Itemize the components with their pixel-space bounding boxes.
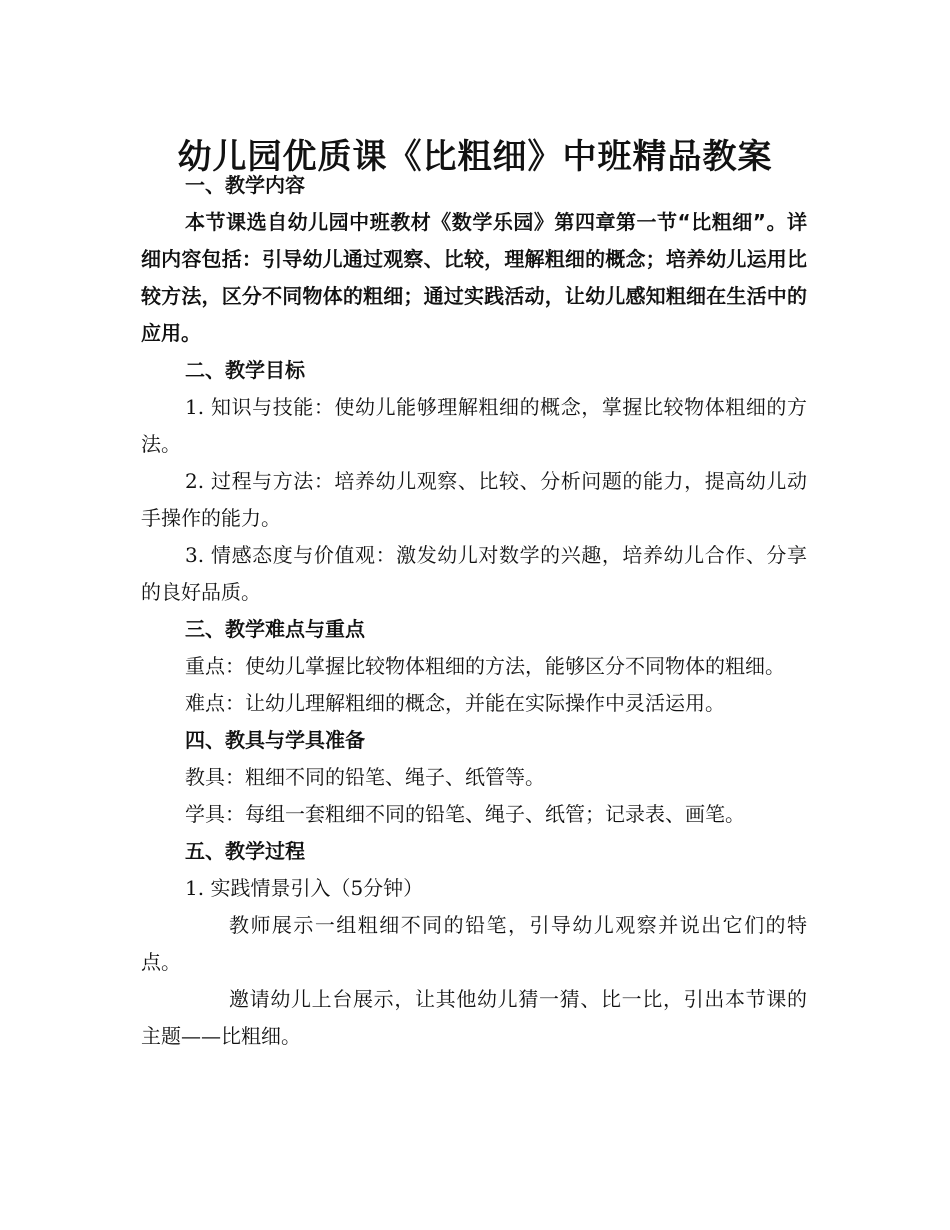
section-heading-content: 一、教学内容 <box>185 173 305 197</box>
process-step-heading: 1. 实践情景引入（5分钟） <box>185 876 424 900</box>
process-paragraph: 邀请幼儿上台展示，让其他幼儿猜一猜、比一比，引出本节课的主题——比粗细。 <box>141 987 807 1048</box>
content-paragraph: 本节课选自幼儿园中班教材《数学乐园》第四章第一节“比粗细”。详细内容包括：引导幼儿通过观察、比较，理解粗细的概念；培养幼儿运用比较方法，区分不同物体的粗细；通过实践活动，让幼儿感知粗细在生活中的应用。 <box>141 210 807 345</box>
objective-item-1: 1. 知识与技能：使幼儿能够理解粗细的概念，掌握比较物体粗细的方法。 <box>141 395 807 456</box>
section-heading-process: 五、教学过程 <box>185 839 305 863</box>
difficulty-paragraph: 难点：让幼儿理解粗细的概念，并能在实际操作中灵活运用。 <box>185 691 725 715</box>
document-title: 幼儿园优质课《比粗细》中班精品教案 <box>177 136 773 177</box>
process-paragraph: 教师展示一组粗细不同的铅笔，引导幼儿观察并说出它们的特点。 <box>141 913 807 974</box>
section-heading-objectives: 二、教学目标 <box>185 358 305 382</box>
learning-aids-paragraph: 学具：每组一套粗细不同的铅笔、绳子、纸管；记录表、画笔。 <box>185 802 745 826</box>
objective-item-3: 3. 情感态度与价值观：激发幼儿对数学的兴趣，培养幼儿合作、分享的良好品质。 <box>141 543 807 604</box>
section-heading-materials: 四、教具与学具准备 <box>185 728 365 752</box>
key-point-paragraph: 重点：使幼儿掌握比较物体粗细的方法，能够区分不同物体的粗细。 <box>185 654 785 678</box>
section-heading-key-points: 三、教学难点与重点 <box>185 617 365 641</box>
objective-item-2: 2. 过程与方法：培养幼儿观察、比较、分析问题的能力，提高幼儿动手操作的能力。 <box>141 469 807 530</box>
document-body <box>141 167 807 1055</box>
teaching-aids-paragraph: 教具：粗细不同的铅笔、绳子、纸管等。 <box>185 765 545 789</box>
